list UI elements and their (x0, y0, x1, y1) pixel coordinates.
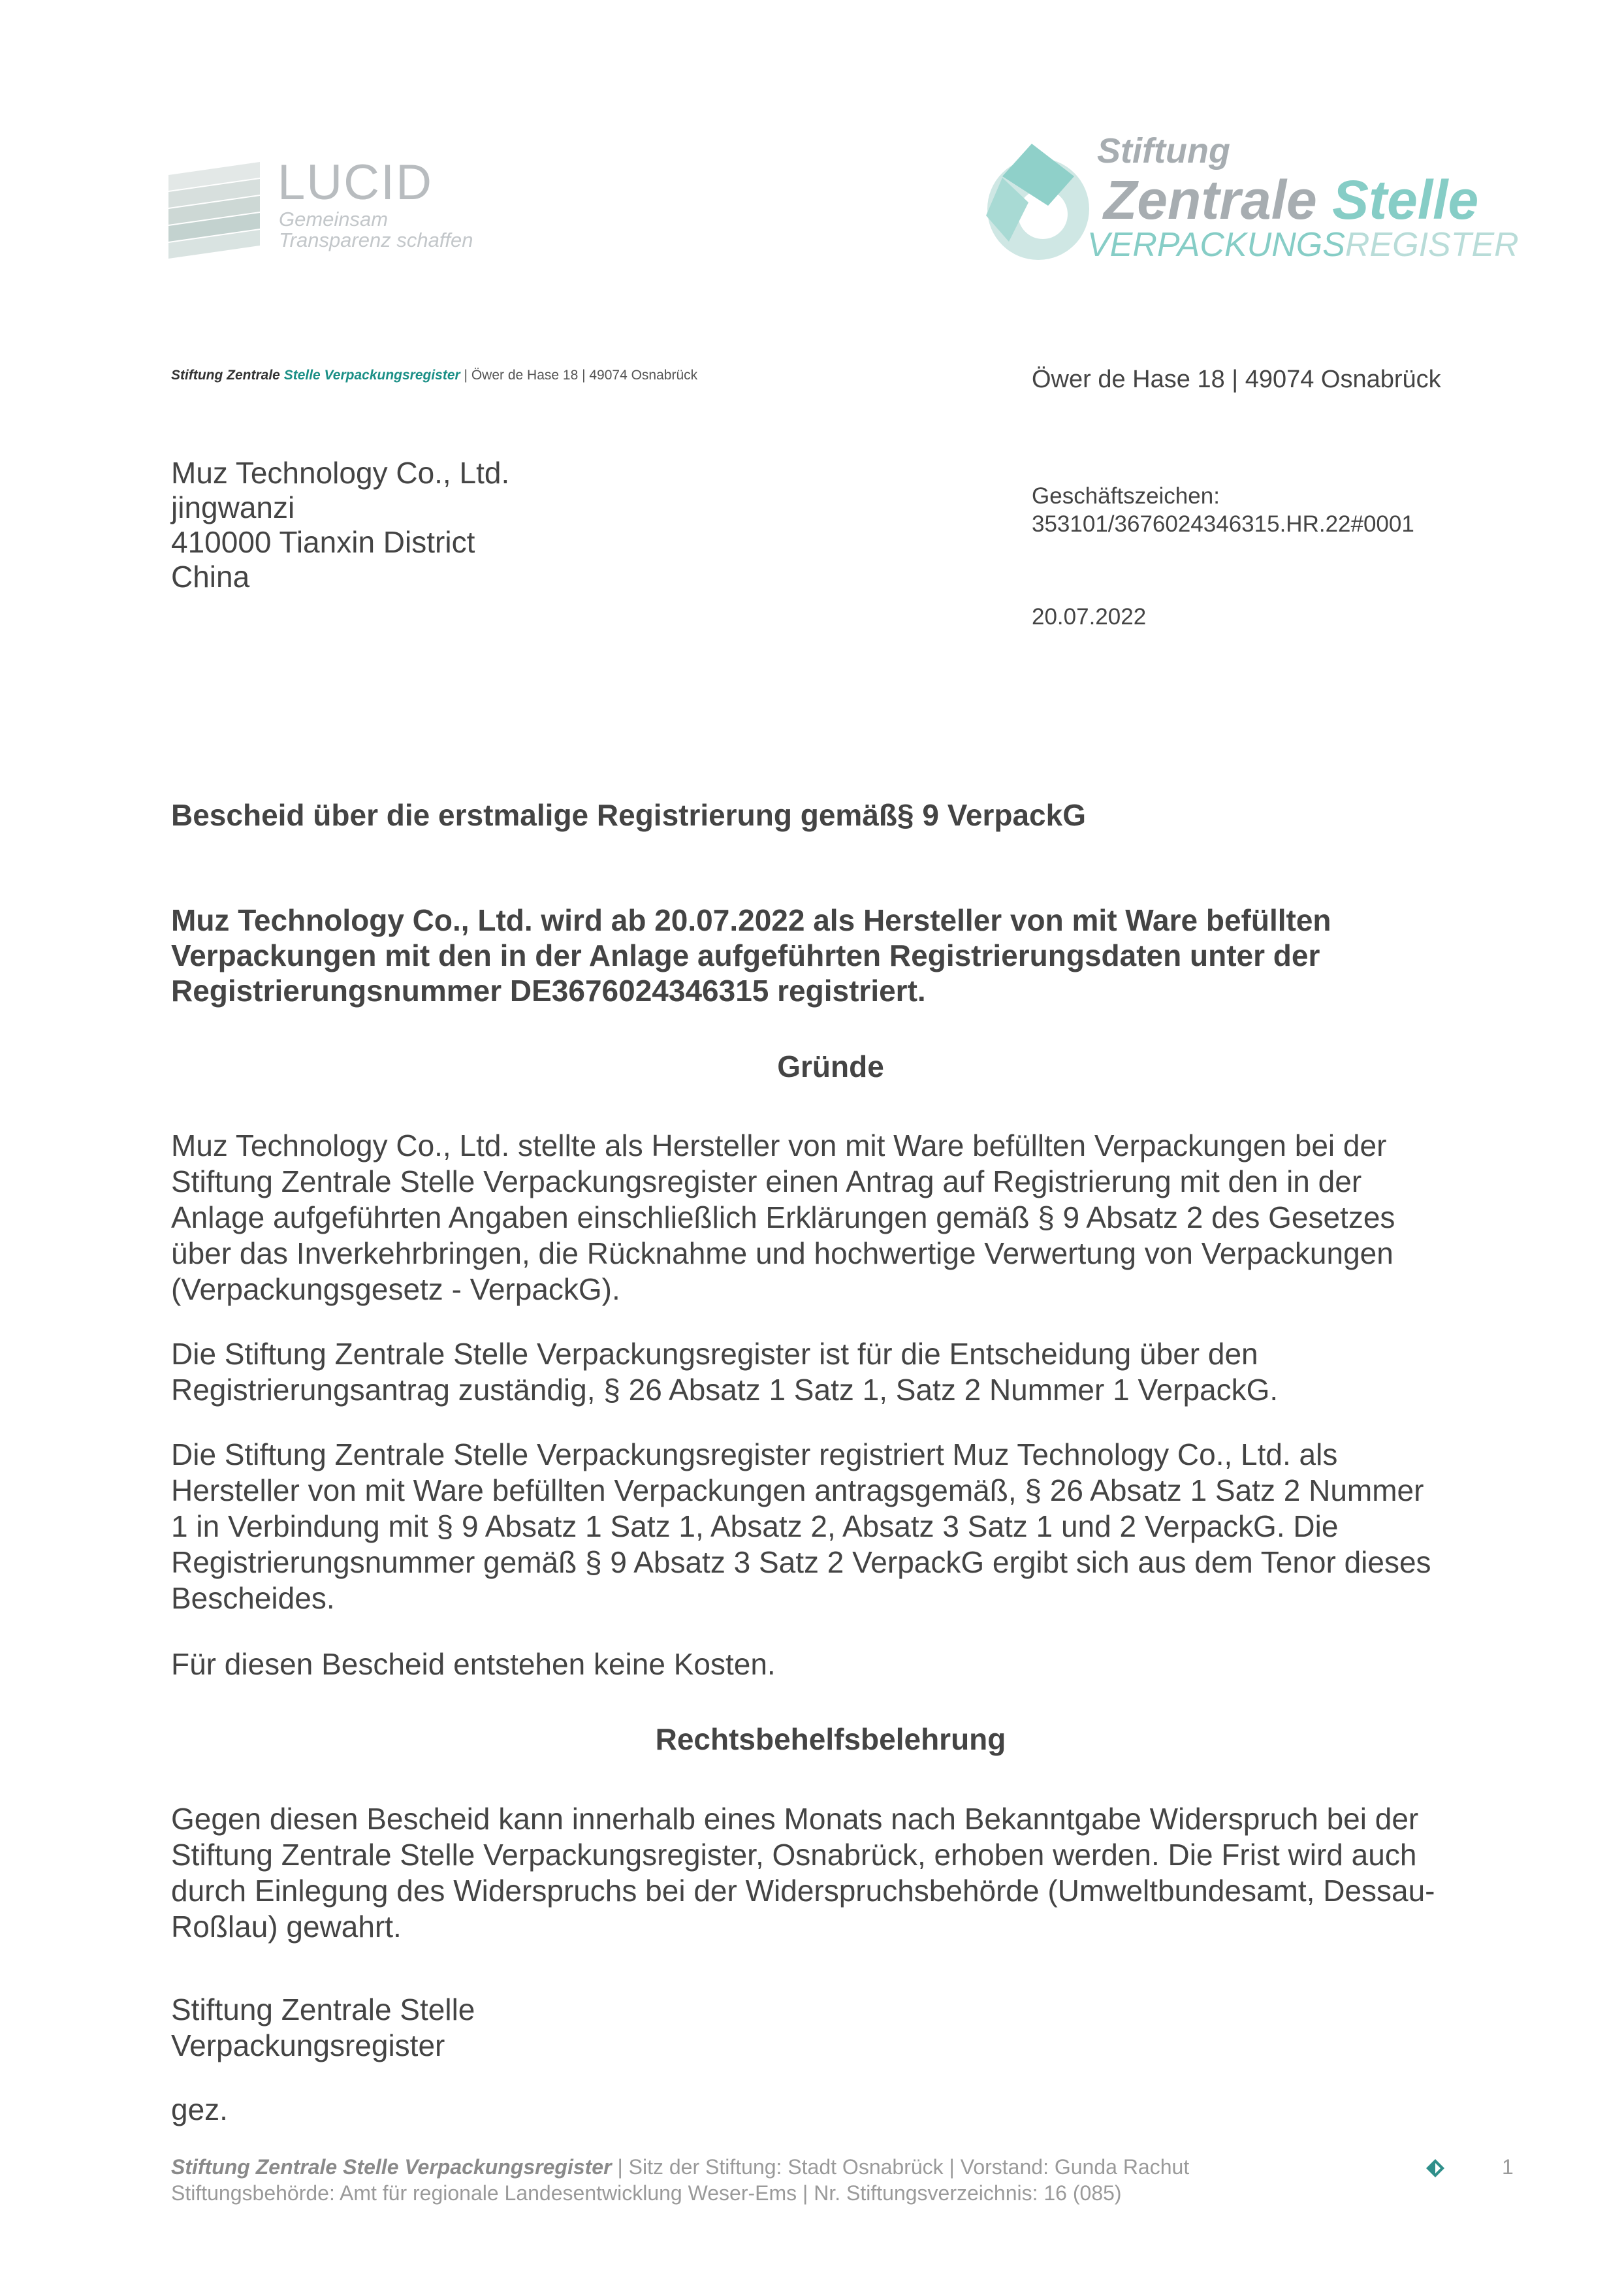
zsvr-logo-line2: Zentrale Stelle (1104, 169, 1479, 231)
paragraph-competence: Die Stiftung Zentrale Stelle Verpackungsregister ist für die Entscheidung über den Registrierungsantrag zuständig, § 26 Absatz 1 Satz 1, Satz 2 Nummer 1 VerpackG. (171, 1337, 1279, 1407)
signature-gez: gez. (171, 2092, 228, 2126)
zsvr-logo-line1: Stiftung (1097, 131, 1230, 170)
zsvr-logo-line3: VERPACKUNGSREGISTER (1087, 226, 1519, 264)
sender-address: Öwer de Hase 18 | 49074 Osnabrück (1032, 366, 1441, 393)
diamond-arrow-icon (1424, 2156, 1447, 2180)
footer-line-1: Stiftung Zentrale Stelle Verpackungsregister | Sitz der Stiftung: Stadt Osnabrück | Vorstand: Gunda Rachut (171, 2155, 1190, 2179)
tenor: Muz Technology Co., Ltd. wird ab 20.07.2022 als Hersteller von mit Ware befüllten Verpackungen mit den in der Anlage aufgeführten Registrierungsdaten unter der Registrierungsnummer DE3676024346315 registriert. (171, 903, 1331, 1008)
footer-line-2: Stiftungsbehörde: Amt für regionale Landesentwicklung Weser-Ems | Nr. Stiftungsverzeichnis: 16 (085) (171, 2181, 1122, 2205)
page-number: 1 (1502, 2155, 1514, 2179)
signature-block: Stiftung Zentrale Stelle Verpackungsregister (171, 1993, 475, 2062)
recipient-street: jingwanzi (171, 490, 295, 524)
lucid-tagline: Transparenz schaffen (279, 229, 473, 251)
section-heading-gruende: Gründe (777, 1049, 884, 1083)
recipient-city: 410000 Tianxin District (171, 525, 475, 559)
lucid-tagline: Gemeinsam (279, 208, 389, 231)
reference-label: Geschäftszeichen: (1032, 483, 1220, 509)
sender-line: Stiftung Zentrale Stelle Verpackungsregister | Öwer de Hase 18 | 49074 Osnabrück (171, 368, 698, 383)
recipient-address (171, 456, 509, 594)
zsvr-logo-mark (983, 137, 1094, 268)
letter-date: 20.07.2022 (1032, 604, 1147, 630)
section-heading-rechtsbehelf: Rechtsbehelfsbelehrung (655, 1722, 1006, 1756)
paragraph-costs: Für diesen Bescheid entstehen keine Kosten. (171, 1647, 776, 1681)
subject-heading: Bescheid über die erstmalige Registrierung gemäß§ 9 VerpackG (171, 798, 1086, 832)
lucid-stack-icon (168, 162, 260, 259)
paragraph-registration: Die Stiftung Zentrale Stelle Verpackungsregister registriert Muz Technology Co., Ltd. als Hersteller von mit Ware befüllten Verpackungen antragsgemäß, § 26 Absatz 1 Satz 2 Nummer 1 in Verbindung mit § 9 Absatz 1 Satz 1, Absatz 2, Absatz 3 Satz 1 und 2 VerpackG. Die Registrierungsnummer gemäß § 9 Absatz 3 Satz 2 VerpackG ergibt sich aus dem Tenor dieses Bescheides. (171, 1437, 1431, 1615)
paragraph-application: Muz Technology Co., Ltd. stellte als Hersteller von mit Ware befüllten Verpackungen bei der Stiftung Zentrale Stelle Verpackungsregister einen Antrag auf Registrierung mit den in der Anlage aufgeführten Angaben einschließlich Erklärungen gemäß § 9 Absatz 2 des Gesetzes über das Inverkehrbringen, die Rücknahme und hochwertige Verwertung von Verpackungen (Verpackungsgesetz - VerpackG). (171, 1129, 1395, 1306)
recipient-country: China (171, 560, 250, 594)
recipient-name: Muz Technology Co., Ltd. (171, 456, 510, 490)
paragraph-appeal: Gegen diesen Bescheid kann innerhalb eines Monats nach Bekanntgabe Widerspruch bei der Stiftung Zentrale Stelle Verpackungsregister, Osnabrück, erhoben werden. Die Frist wird auch durch Einlegung des Widerspruchs bei der Widerspruchsbehörde (Umweltbundesamt, Dessau- Roßlau) gewahrt. (171, 1802, 1435, 1944)
lucid-wordmark: LUCID (278, 155, 434, 210)
reference-value: 353101/3676024346315.HR.22#0001 (1032, 511, 1414, 537)
